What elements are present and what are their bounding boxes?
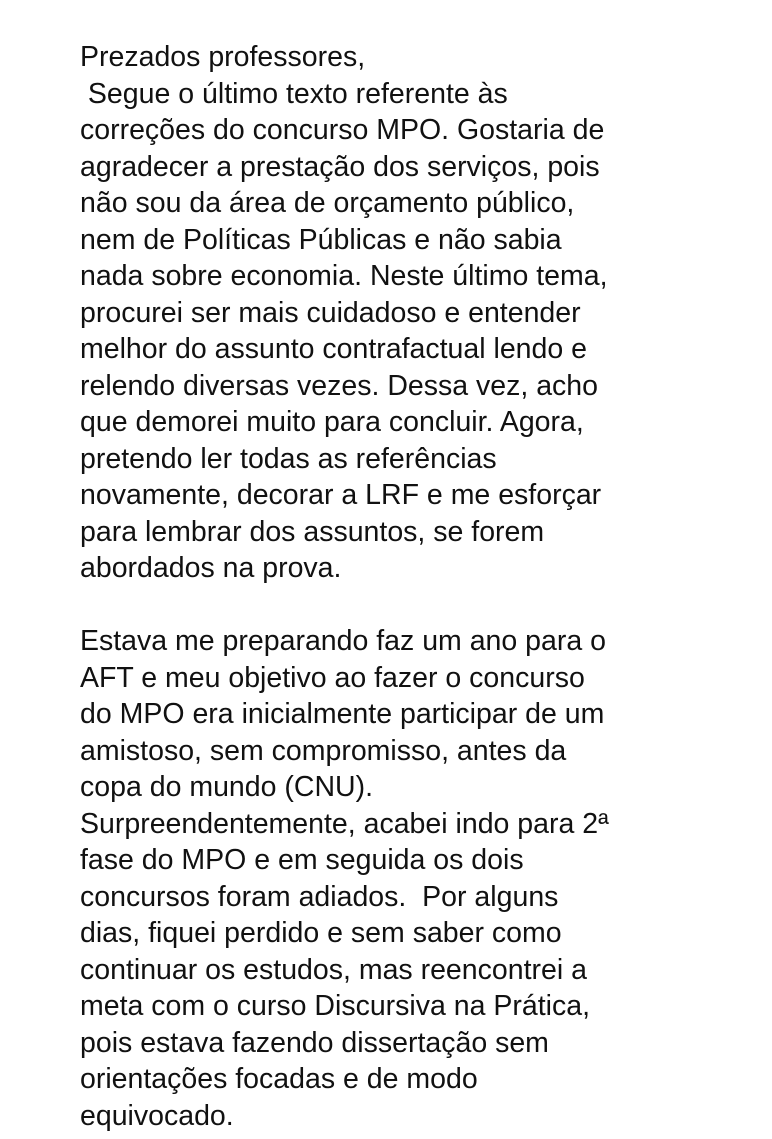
text-line: concursos foram adiados. Por alguns (80, 880, 559, 913)
paragraph-1 (80, 76, 750, 587)
text-line: não sou da área de orçamento público, (80, 187, 575, 219)
text-line: continuar os estudos, mas reencontrei a (80, 953, 587, 986)
text-line: relendo diversas vezes. Dessa vez, acho (80, 369, 599, 402)
paragraph-2 (80, 623, 750, 1134)
text-line: amistoso, sem compromisso, antes da (80, 734, 567, 767)
text-line: do MPO era inicialmente participar de um (80, 698, 605, 730)
text-line: correções do concurso MPO. Gostaria de (80, 114, 605, 146)
text-line: para lembrar dos assuntos, se forem (80, 515, 545, 548)
text-line: procurei ser mais cuidadoso e entender (80, 296, 581, 329)
text-line: Surpreendentemente, acabei indo para 2ª (80, 807, 609, 840)
text-line: dias, fiquei perdido e sem saber como (80, 917, 562, 949)
text-line: AFT e meu objetivo ao fazer o concurso (80, 661, 585, 694)
paragraph-spacer (80, 587, 750, 624)
text-line: equivocado. (80, 1099, 234, 1132)
text-line: Estava me preparando faz um ano para o (80, 625, 606, 657)
text-line: Segue o último texto referente às (80, 77, 508, 110)
greeting-line: Prezados professores, (80, 41, 366, 73)
text-line: orientações focadas e de modo (80, 1063, 478, 1095)
letter-document (80, 39, 750, 1134)
text-line: nem de Políticas Públicas e não sabia (80, 223, 562, 256)
text-line: que demorei muito para concluir. Agora, (80, 406, 584, 438)
text-line: agradecer a prestação dos serviços, pois (80, 150, 600, 183)
text-line: abordados na prova. (80, 552, 342, 584)
text-line: pretendo ler todas as referências (80, 442, 497, 475)
text-line: copa do mundo (CNU). (80, 771, 374, 803)
text-line: nada sobre economia. Neste último tema, (80, 260, 608, 292)
text-line: novamente, decorar a LRF e me esforçar (80, 479, 602, 511)
text-line: fase do MPO e em seguida os dois (80, 844, 524, 876)
text-line: pois estava fazendo dissertação sem (80, 1026, 549, 1059)
text-line: melhor do assunto contrafactual lendo e (80, 333, 587, 365)
text-line: meta com o curso Discursiva na Prática, (80, 990, 591, 1022)
